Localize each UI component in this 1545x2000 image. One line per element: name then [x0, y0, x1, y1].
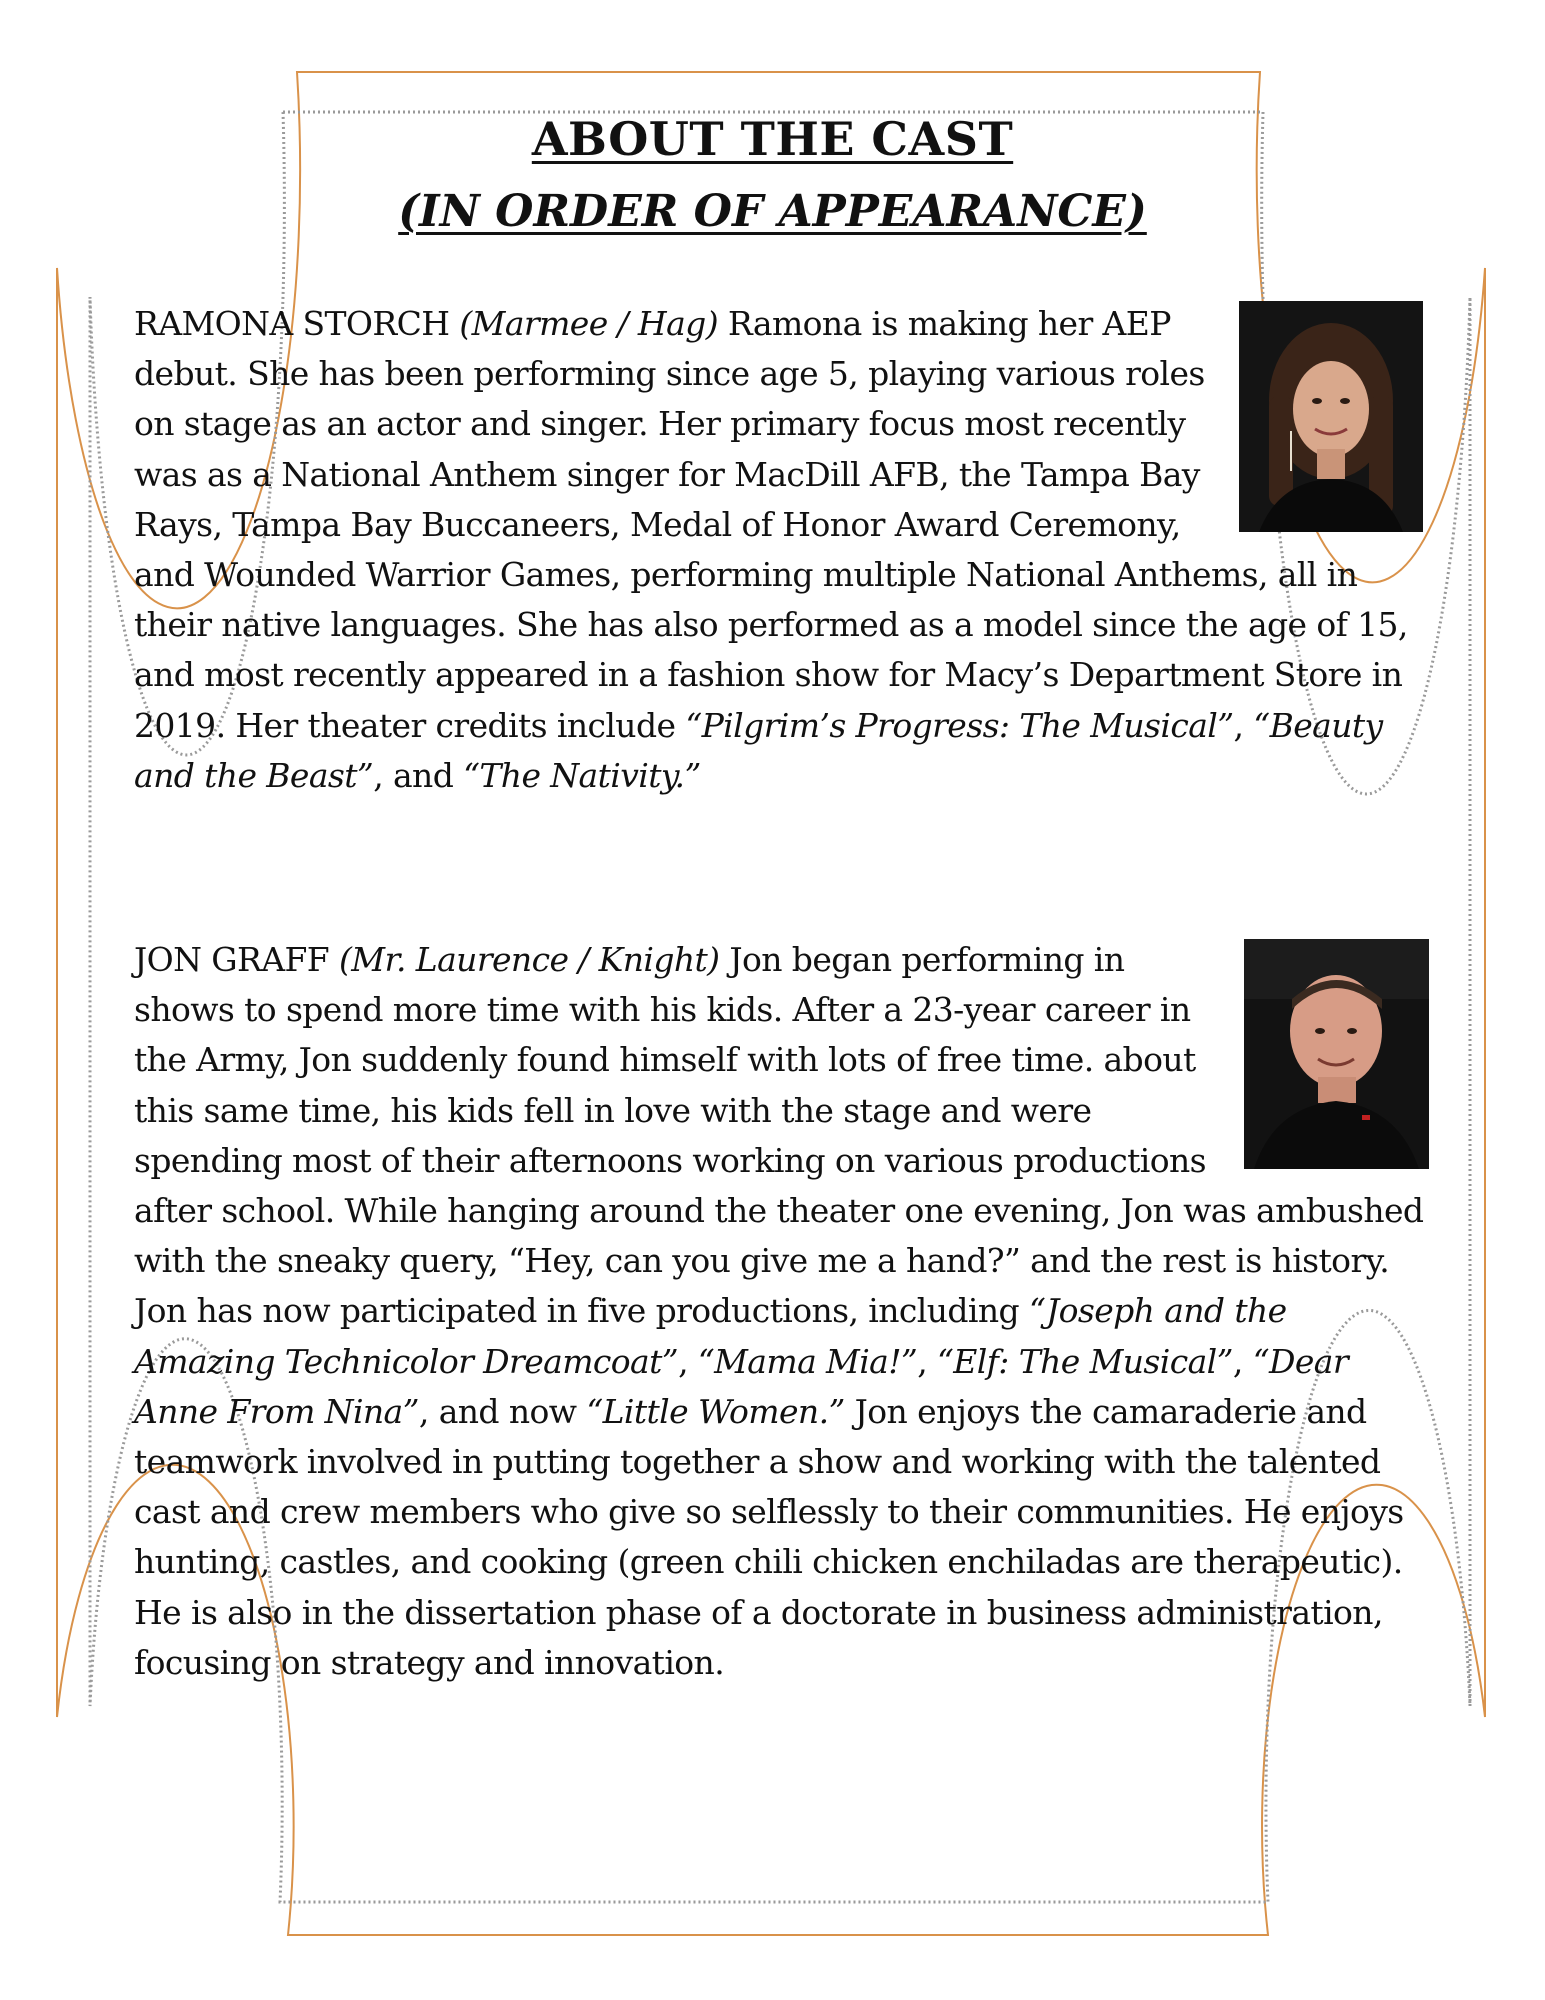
page-subtitle: (IN ORDER OF APPEARANCE): [398, 186, 1147, 237]
man-portrait-icon: [1244, 939, 1429, 1169]
cast-name: JON GRAFF: [134, 940, 330, 979]
cast-role: (Mr. Laurence / Knight): [338, 940, 720, 979]
separator: ,: [1232, 1341, 1253, 1381]
cast-bio-ramona: [134, 299, 1429, 801]
woman-portrait-icon: [1239, 301, 1423, 532]
cast-role: (Marmee / Hag): [459, 304, 718, 343]
show-title: “Elf: The Musical”: [936, 1341, 1233, 1381]
show-title: “The Nativity.”: [463, 755, 701, 795]
separator: ,: [917, 1341, 937, 1381]
show-title: “Dear Anne From Nina”: [134, 1341, 1348, 1431]
page-title: ABOUT THE CAST: [531, 112, 1014, 166]
separator: ,: [1233, 705, 1254, 745]
show-title: “Pilgrim’s Progress: The Musical”: [685, 705, 1234, 745]
headshot-ramona-image: [1239, 301, 1423, 532]
cast-name: RAMONA STORCH: [134, 304, 450, 343]
bio-text: Jon began performing in shows to spend more time with his kids. After a 23-year career in the Army, Jon suddenly found himself with lots of free time. about this same time, his kids fell in love with the stage and were spending most of their afternoons working on various productions after school. While hanging around the theater one evening, Jon was ambushed with the sneaky query, “Hey, can you give me a hand?” and the rest is history. Jon has now participated in five productions, including: [134, 940, 1424, 1331]
show-title: “Mama Mia!”: [697, 1341, 918, 1381]
headshot-jon-image: [1244, 939, 1429, 1169]
show-title: “Little Women.”: [586, 1391, 845, 1431]
separator: , and now: [418, 1391, 587, 1431]
show-title: “Beauty and the Beast”: [134, 705, 1383, 795]
separator: ,: [678, 1341, 698, 1381]
bio-text: Ramona is making her AEP debut. She has been performing since age 5, playing various roles on stage as an actor and singer. Her primary focus most recently was as a National Anthem singer for MacDill AFB, the Tampa Bay Rays, Tampa Bay Buccaneers, Medal of Honor Award Ceremony, and Wounded Warrior Games, performing multiple National Anthems, all in their native languages. She has also performed as a model since the age of 15, and most recently appeared in a fashion show for Macy’s Department Store in 2019. Her theater credits include: [134, 304, 1408, 745]
cast-bio-jon: [134, 935, 1429, 1688]
show-title: “Joseph and the Amazing Technicolor Dreamcoat”: [134, 1291, 1287, 1381]
bio-text: Jon enjoys the camaraderie and teamwork involved in putting together a show and working with the talented cast and crew members who give so selflessly to their communities. He enjoys hunting, castles, and cooking (green chili chicken enchiladas are therapeutic). He is also in the dissertation phase of a doctorate in business administration, focusing on strategy and innovation.: [134, 1391, 1404, 1682]
separator: , and: [373, 755, 464, 795]
